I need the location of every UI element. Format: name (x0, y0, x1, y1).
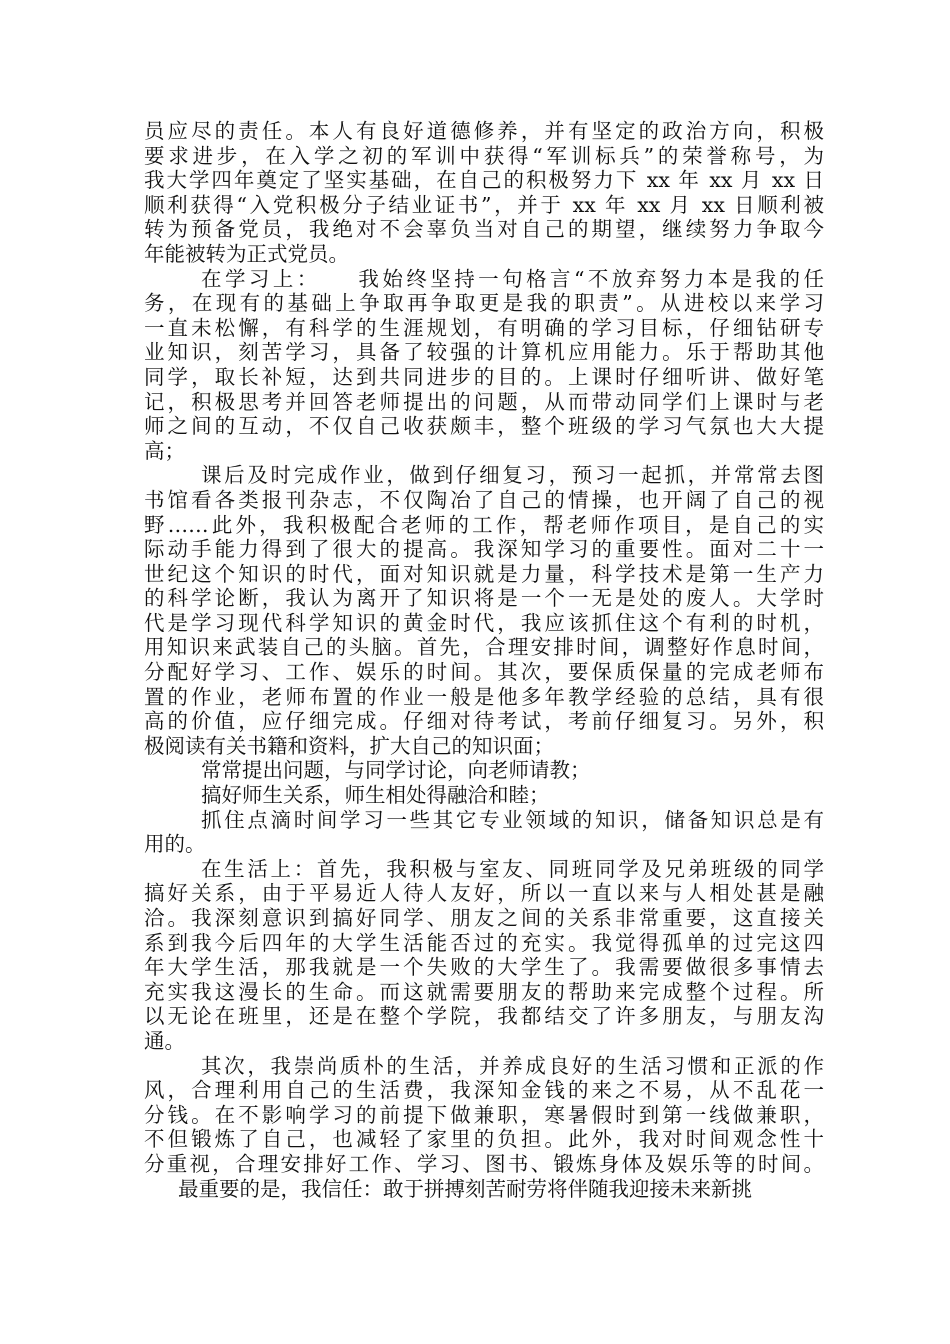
text-line: 世纪这个知识的时代，面对知识就是力量，科学技术是第一生产力 (144, 561, 824, 586)
text-line: 在学习上： 我始终坚持一句格言“不放弃努力本是我的任 (201, 266, 824, 291)
text-line: 在生活上：首先，我积极与室友、同班同学及兄弟班级的同学 (201, 856, 824, 881)
text-line: 用知识来武装自己的头脑。首先，合理安排时间，调整好作息时间， (144, 635, 824, 660)
text-line: 代是学习现代科学知识的黄金时代，我应该抓住这个有利的时机， (144, 610, 824, 635)
text-line: 年能被转为正式党员。 (144, 241, 349, 266)
text-line: 其次，我崇尚质朴的生活，并养成良好的生活习惯和正派的作 (201, 1053, 824, 1078)
text-line: 际动手能力得到了很大的提高。我深知学习的重要性。面对二十一 (144, 537, 824, 562)
text-line: 业知识，刻苦学习，具备了较强的计算机应用能力。乐于帮助其他 (144, 340, 824, 365)
text-line: 抓住点滴时间学习一些其它专业领域的知识，储备知识总是有 (201, 807, 824, 832)
text-line: 极阅读有关书籍和资料，扩大自己的知识面； (144, 733, 554, 758)
text-line: 顺利获得“入党积极分子结业证书”，并于 xx 年 xx 月 xx 日顺利被 (144, 192, 824, 217)
text-line: 高的价值，应仔细完成。仔细对待考试，考前仔细复习。另外，积 (144, 709, 824, 734)
text-line: 员应尽的责任。本人有良好道德修养，并有坚定的政治方向，积极 (144, 119, 824, 143)
text-line: 搞好关系，由于平易近人待人友好，所以一直以来与人相处甚是融 (144, 881, 824, 906)
text-line: 通。 (144, 1028, 185, 1053)
text-line: 师之间的互动，不仅自己收获颇丰，整个班级的学习气氛也大大提 (144, 414, 824, 439)
text-line: 同学，取长补短，达到共同进步的目的。上课时仔细听讲、做好笔 (144, 364, 824, 389)
text-line: 我大学四年奠定了坚实基础，在自己的积极努力下 xx 年 xx 月 xx 日 (144, 168, 824, 193)
text-line: 不但锻炼了自己，也减轻了家里的负担。此外，我对时间观念性十 (144, 1127, 824, 1152)
text-line: 置的作业，老师布置的作业一般是他多年教学经验的总结，具有很 (144, 684, 824, 709)
text-line: 分重视，合理安排好工作、学习、图书、锻炼身体及娱乐等的时间。 (144, 1151, 824, 1176)
text-line: 年大学生活，那我就是一个失败的大学生了。我需要做很多事情去 (144, 955, 824, 980)
text-line: 一直未松懈，有科学的生涯规划，有明确的学习目标，仔细钻研专 (144, 315, 824, 340)
text-line: 以无论在班里，还是在整个学院，我都结交了许多朋友，与朋友沟 (144, 1004, 824, 1029)
text-line: 搞好师生关系，师生相处得融洽和睦； (201, 783, 550, 808)
text-line: 书馆看各类报刊杂志，不仅陶冶了自己的情操，也开阔了自己的视 (144, 487, 824, 512)
text-line: 风，合理利用自己的生活费，我深知金钱的来之不易，从不乱花一 (144, 1078, 824, 1103)
text-line: 系到我今后四年的大学生活能否过的充实。我觉得孤单的过完这四 (144, 930, 824, 955)
text-line: 的科学论断，我认为离开了知识将是一个一无是处的废人。大学时 (144, 586, 824, 611)
text-line: 最重要的是，我信任：敢于拼搏刻苦耐劳将伴随我迎接未来新挑 (178, 1176, 752, 1201)
text-line: 要求进步，在入学之初的军训中获得“军训标兵”的荣誉称号，为 (144, 143, 824, 168)
text-line: 用的。 (144, 832, 206, 857)
text-line: 充实我这漫长的生命。而这就需要朋友的帮助来完成整个过程。所 (144, 979, 824, 1004)
text-line: 务，在现有的基础上争取再争取更是我的职责”。从进校以来学习 (144, 291, 824, 316)
text-line: 常常提出问题，与同学讨论，向老师请教； (201, 758, 591, 783)
text-line: 洽。我深刻意识到搞好同学、朋友之间的关系非常重要，这直接关 (144, 906, 824, 930)
text-line: 转为预备党员，我绝对不会辜负当对自己的期望，继续努力争取今 (144, 217, 824, 242)
text-line: 分钱。在不影响学习的前提下做兼职，寒暑假时到第一线做兼职， (144, 1102, 824, 1127)
text-line: 高； (144, 438, 185, 463)
document-body (144, 119, 824, 1201)
text-line: 野……此外，我积极配合老师的工作，帮老师作项目，是自己的实 (144, 512, 824, 537)
text-line: 课后及时完成作业，做到仔细复习，预习一起抓，并常常去图 (201, 463, 824, 488)
text-line: 记，积极思考并回答老师提出的问题，从而带动同学们上课时与老 (144, 389, 824, 414)
text-line: 分配好学习、工作、娱乐的时间。其次，要保质保量的完成老师布 (144, 660, 824, 685)
